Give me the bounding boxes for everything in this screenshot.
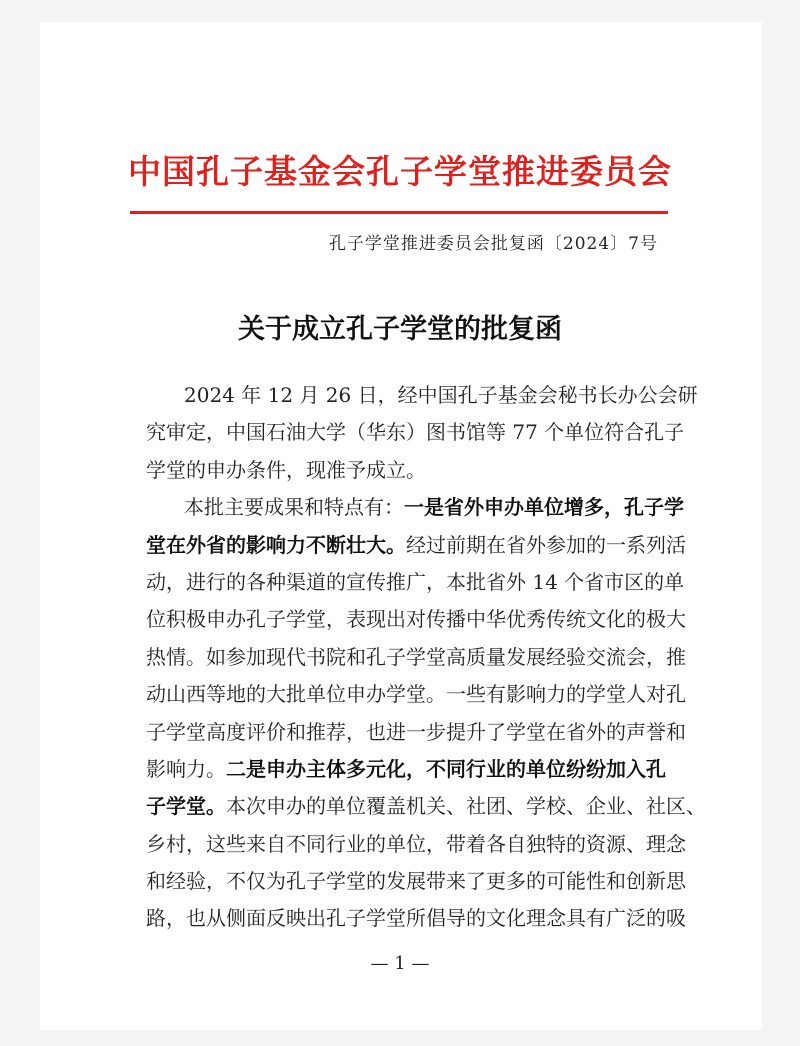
body-line bbox=[146, 527, 686, 564]
text-segment: 2024 年 12 月 26 日，经中国孔子基金会秘书长办公会研 bbox=[184, 383, 698, 407]
bold-text-segment: 一是省外申办单位增多，孔子学 bbox=[404, 495, 684, 520]
text-segment: 路，也从侧面反映出孔子学堂所倡导的文化理念具有广泛的吸 bbox=[146, 906, 686, 931]
text-segment: 子学堂高度评价和推荐，也进一步提升了学堂在省外的声誉和 bbox=[146, 719, 686, 744]
bold-text-segment: 二是申办主体多元化，不同行业的单位纷纷加入孔 bbox=[226, 756, 666, 781]
body-line bbox=[146, 601, 686, 638]
text-segment: 乡村，这些来自不同行业的单位，带着各自独特的资源、理念 bbox=[146, 831, 686, 856]
body-line bbox=[146, 788, 706, 825]
text-segment: 动，进行的各种渠道的宣传推广，本批省外 14 个省市区的单 bbox=[146, 569, 685, 594]
document-heading: 关于成立孔子学堂的批复函 bbox=[238, 314, 562, 345]
body-line bbox=[146, 414, 685, 451]
red-header-rule bbox=[130, 211, 668, 214]
body-line bbox=[146, 826, 686, 863]
text-segment: 究审定，中国石油大学（华东）图书馆等 77 个单位符合孔子 bbox=[146, 420, 685, 445]
text-segment: 热情。如参加现代书院和孔子学堂高质量发展经验交流会，推 bbox=[146, 644, 686, 669]
body-line bbox=[146, 377, 698, 414]
text-segment: 本次申办的单位覆盖机关、社团、学校、企业、社区、 bbox=[226, 794, 706, 819]
body-line bbox=[146, 900, 686, 937]
body-line bbox=[146, 751, 666, 788]
bold-text-segment: 子学堂。 bbox=[146, 794, 226, 819]
document-body bbox=[146, 377, 706, 938]
page-number: — 1 — bbox=[370, 953, 430, 974]
body-line bbox=[146, 863, 686, 900]
text-segment: 和经验，不仅为孔子学堂的发展带来了更多的可能性和创新思 bbox=[146, 869, 686, 894]
body-line bbox=[146, 714, 686, 751]
document-number: 孔子学堂推进委员会批复函〔2024〕7号 bbox=[328, 234, 658, 254]
body-line bbox=[146, 676, 686, 713]
text-segment: 经过前期在省外参加的一系列活 bbox=[406, 532, 686, 557]
body-line bbox=[146, 639, 686, 676]
bold-text-segment: 堂在外省的影响力不断壮大。 bbox=[146, 532, 406, 557]
text-segment: 动山西等地的大批单位申办学堂。一些有影响力的学堂人对孔 bbox=[146, 682, 686, 707]
text-segment: 学堂的申办条件，现准予成立。 bbox=[146, 457, 426, 482]
text-segment: 影响力。 bbox=[146, 756, 226, 781]
text-segment: 本批主要成果和特点有： bbox=[184, 495, 404, 520]
body-line bbox=[146, 452, 659, 489]
body-line bbox=[146, 489, 684, 526]
body-line bbox=[146, 564, 685, 601]
text-segment: 位积极申办孔子学堂，表现出对传播中华优秀传统文化的极大 bbox=[146, 607, 686, 632]
organization-title: 中国孔子基金会孔子学堂推进委员会 bbox=[128, 152, 672, 191]
